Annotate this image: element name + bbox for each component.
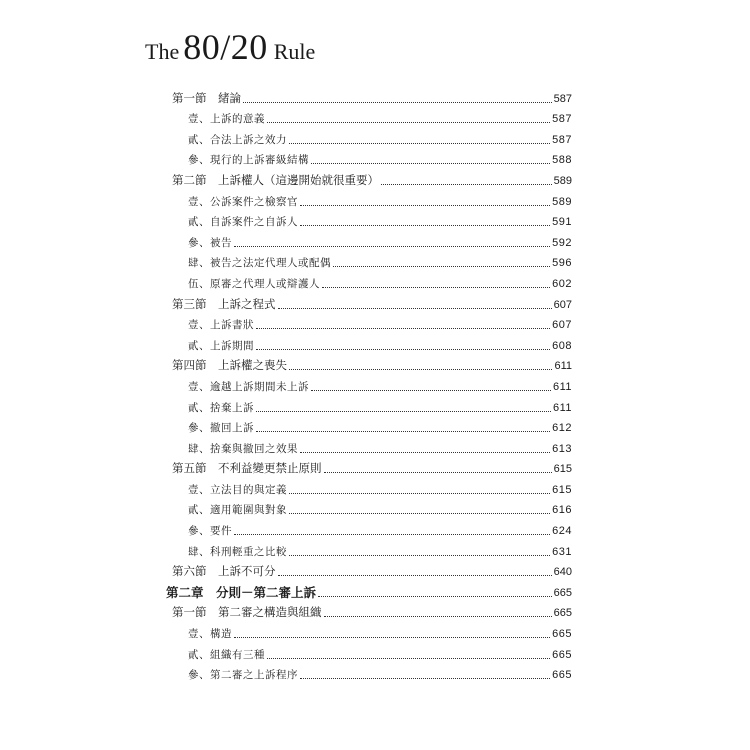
header-rule: Rule <box>273 39 316 64</box>
toc-entry-label: 肆、科刑輕重之比較 <box>188 545 287 558</box>
dot-leader <box>311 163 550 164</box>
toc-page-number: 615 <box>552 483 572 496</box>
toc-item <box>166 147 572 168</box>
toc-page-number: 611 <box>552 380 572 393</box>
toc-page-number: 589 <box>552 195 572 208</box>
toc-page-number: 587 <box>553 92 572 105</box>
toc-chapter <box>166 579 572 600</box>
toc-page-number: 588 <box>552 154 572 167</box>
toc-item <box>166 373 572 394</box>
dot-leader <box>256 328 550 329</box>
dot-leader <box>324 616 552 617</box>
header-number: 80/20 <box>183 27 268 67</box>
toc-item <box>166 332 572 353</box>
dot-leader <box>234 246 550 247</box>
toc-entry-label: 貳、自訴案件之自訴人 <box>188 216 298 229</box>
toc-page-number: 592 <box>552 236 572 249</box>
toc-page-number: 665 <box>552 648 572 661</box>
toc-entry-label: 貳、適用範圍與對象 <box>188 504 287 517</box>
toc-entry-label: 貳、組織有三種 <box>188 648 265 661</box>
toc-entry-label: 貳、上訴期間 <box>188 339 254 352</box>
toc-item <box>166 497 572 518</box>
toc-entry-label: 壹、逾越上訴期間未上訴 <box>188 380 309 393</box>
toc-item <box>166 662 572 683</box>
dot-leader <box>256 411 551 412</box>
dot-leader <box>381 184 552 185</box>
toc-item <box>166 106 572 127</box>
toc-item <box>166 641 572 662</box>
dot-leader <box>278 308 552 309</box>
toc-section <box>166 167 572 188</box>
toc-page-number: 587 <box>552 113 572 126</box>
table-of-contents <box>166 85 572 682</box>
toc-entry-label: 第一節 第二審之構造與組織 <box>172 607 322 620</box>
dot-leader <box>300 678 550 679</box>
toc-page-number: 613 <box>552 442 572 455</box>
header-the: The <box>145 39 180 64</box>
toc-page-number: 665 <box>552 669 572 682</box>
dot-leader <box>300 452 550 453</box>
dot-leader <box>234 534 550 535</box>
toc-entry-label: 貳、合法上訴之效力 <box>188 133 287 146</box>
toc-entry-label: 參、被告 <box>188 236 232 249</box>
toc-page-number: 631 <box>552 545 572 558</box>
toc-section <box>166 291 572 312</box>
dot-leader <box>322 287 550 288</box>
toc-page-number: 611 <box>552 401 572 414</box>
toc-section <box>166 559 572 580</box>
toc-item <box>166 126 572 147</box>
dot-leader <box>318 596 552 597</box>
dot-leader <box>324 472 552 473</box>
toc-item <box>166 538 572 559</box>
toc-item <box>166 415 572 436</box>
toc-entry-label: 第一節 緒論 <box>172 92 241 105</box>
toc-item <box>166 517 572 538</box>
toc-entry-label: 參、撤回上訴 <box>188 422 254 435</box>
dot-leader <box>278 575 552 576</box>
toc-item <box>166 209 572 230</box>
dot-leader <box>289 555 550 556</box>
dot-leader <box>300 225 550 226</box>
dot-leader <box>289 493 550 494</box>
toc-entry-label: 壹、立法目的與定義 <box>188 483 287 496</box>
toc-section <box>166 353 572 374</box>
toc-entry-label: 貳、捨棄上訴 <box>188 401 254 414</box>
toc-page-number: 591 <box>552 216 572 229</box>
dot-leader <box>311 390 551 391</box>
toc-page-number: 624 <box>552 525 572 538</box>
toc-page-number: 612 <box>552 422 572 435</box>
toc-page-number: 596 <box>552 257 572 270</box>
toc-entry-label: 壹、構造 <box>188 628 232 641</box>
toc-page-number: 608 <box>552 339 572 352</box>
toc-entry-label: 參、第二審之上訴程序 <box>188 669 298 682</box>
toc-entry-label: 壹、公訴案件之檢察官 <box>188 195 298 208</box>
dot-leader <box>234 637 550 638</box>
toc-section <box>166 600 572 621</box>
toc-entry-label: 第三節 上訴之程式 <box>172 298 276 311</box>
toc-page-number: 665 <box>553 607 572 620</box>
dot-leader <box>300 205 550 206</box>
toc-item <box>166 394 572 415</box>
toc-section <box>166 456 572 477</box>
toc-page-number: 607 <box>553 298 572 311</box>
toc-page-number: 587 <box>552 133 572 146</box>
toc-entry-label: 壹、上訴書狀 <box>188 319 254 332</box>
toc-entry-label: 第二節 上訴權人（這邊開始就很重要） <box>172 174 379 187</box>
toc-entry-label: 參、現行的上訴審級結構 <box>188 154 309 167</box>
toc-entry-label: 參、要件 <box>188 525 232 538</box>
dot-leader <box>256 431 550 432</box>
dot-leader <box>333 266 550 267</box>
toc-page-number: 589 <box>553 174 572 187</box>
toc-entry-label: 肆、被告之法定代理人或配偶 <box>188 257 331 270</box>
toc-entry-label: 第二章 分則－第二審上訴 <box>166 585 317 600</box>
toc-entry-label: 壹、上訴的意義 <box>188 113 265 126</box>
toc-item <box>166 270 572 291</box>
toc-page-number: 602 <box>552 277 572 290</box>
toc-section <box>166 85 572 106</box>
toc-page-number: 607 <box>552 319 572 332</box>
dot-leader <box>243 102 552 103</box>
toc-page-number: 640 <box>553 566 572 579</box>
toc-item <box>166 229 572 250</box>
running-header <box>145 26 315 66</box>
toc-page-number: 615 <box>553 463 572 476</box>
dot-leader <box>289 513 550 514</box>
toc-entry-label: 第四節 上訴權之喪失 <box>172 360 287 373</box>
toc-page-number: 611 <box>554 360 572 373</box>
toc-entry-label: 第六節 上訴不可分 <box>172 566 276 579</box>
dot-leader <box>289 143 550 144</box>
dot-leader <box>267 658 550 659</box>
toc-item <box>166 250 572 271</box>
toc-item <box>166 312 572 333</box>
toc-page-number: 665 <box>553 586 572 599</box>
toc-item <box>166 476 572 497</box>
toc-entry-label: 肆、捨棄與撤回之效果 <box>188 442 298 455</box>
dot-leader <box>256 349 550 350</box>
toc-page-number: 616 <box>552 504 572 517</box>
toc-item <box>166 620 572 641</box>
toc-page-number: 665 <box>552 628 572 641</box>
toc-entry-label: 伍、原審之代理人或辯護人 <box>188 277 320 290</box>
dot-leader <box>289 369 552 370</box>
toc-item <box>166 188 572 209</box>
toc-entry-label: 第五節 不利益變更禁止原則 <box>172 463 322 476</box>
dot-leader <box>267 122 550 123</box>
toc-item <box>166 435 572 456</box>
